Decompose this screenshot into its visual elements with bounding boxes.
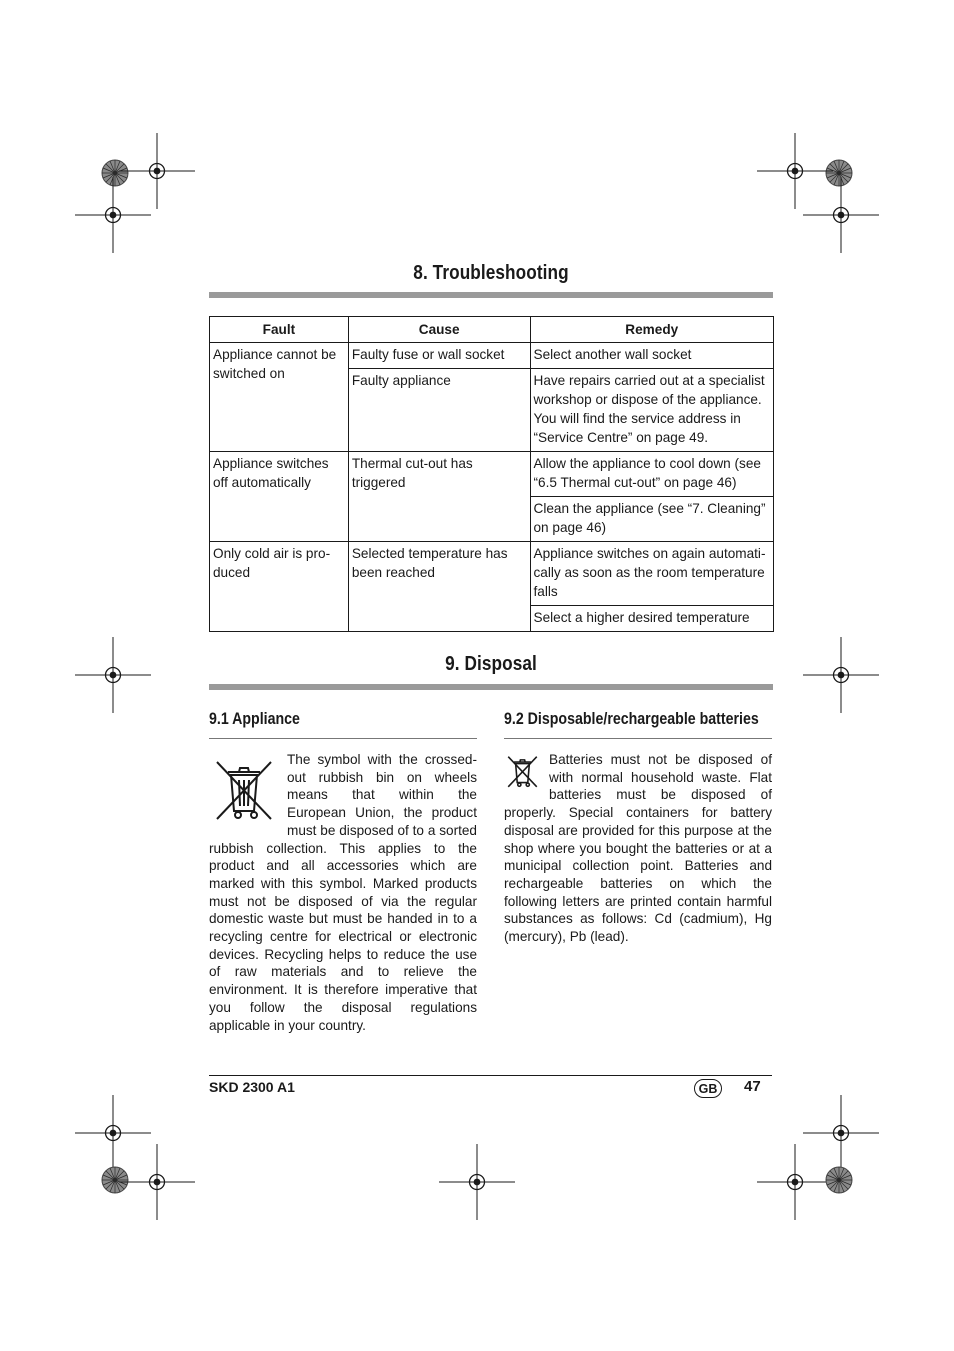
section-divider	[209, 684, 773, 690]
section-title-disposal: 9. Disposal	[445, 653, 537, 675]
registration-cross-icon	[803, 1095, 879, 1171]
column-header-fault: Fault	[210, 317, 349, 343]
troubleshooting-table	[209, 316, 774, 632]
registration-cross-icon	[757, 133, 833, 209]
registration-cross-icon	[75, 637, 151, 713]
batteries-disposal-text: Batteries must not be disposed of with normal household waste. Flat batteries must be disposed of properly. Special containers for battery disposal are provided for this purpose at the shop where you bought the batteries or at a municipal collection point. Batteries and rechargeable batteries on which the following letters are printed contain harmful substances as follows: Cd (cadmium), Hg (mercury), Pb (lead).	[504, 752, 772, 945]
footer-divider	[209, 1075, 772, 1076]
country-badge: GB	[694, 1079, 722, 1098]
subheading-appliance: 9.1 Appliance	[209, 710, 300, 728]
crossed-out-bin-icon	[504, 753, 541, 790]
cause-cell: Faulty appliance	[348, 369, 530, 452]
registration-cross-icon	[119, 133, 195, 209]
registration-cross-icon	[803, 637, 879, 713]
column-header-cause: Cause	[348, 317, 530, 343]
registration-cross-icon	[803, 177, 879, 253]
subheading-divider	[504, 738, 772, 739]
remedy-cell: Select another wall socket	[530, 343, 774, 369]
registration-star-icon	[102, 1167, 128, 1193]
registration-cross-icon	[75, 177, 151, 253]
remedy-cell: Clean the appliance (see “7. Cleaning” on page 46)	[530, 497, 774, 542]
remedy-cell: Have repairs carried out at a specialist workshop or dispose of the appliance. You will find the service address in “Service Centre” on page 49.	[530, 369, 774, 452]
page-number: 47	[744, 1078, 761, 1095]
registration-star-icon	[826, 1167, 852, 1193]
footer-model-number: SKD 2300 A1	[209, 1079, 295, 1095]
registration-cross-icon	[439, 1144, 515, 1220]
appliance-disposal-text-block	[209, 751, 477, 1034]
registration-cross-icon	[119, 1144, 195, 1220]
fault-cell: Appliance cannot be switched on	[210, 343, 349, 452]
registration-cross-icon	[75, 1095, 151, 1171]
registration-cross-icon	[757, 1144, 833, 1220]
crossed-out-bin-icon	[209, 755, 279, 825]
section-divider	[209, 292, 773, 298]
table-header-row	[210, 317, 774, 343]
fault-cell: Appliance switches off automatically	[210, 452, 349, 542]
cause-cell: Thermal cut-out has triggered	[348, 452, 530, 542]
registration-star-icon	[826, 160, 852, 186]
fault-cell: Only cold air is pro-duced	[210, 542, 349, 632]
remedy-cell: Allow the appliance to cool down (see “6.5 Thermal cut-out” on page 46)	[530, 452, 774, 497]
cause-cell: Selected temperature has been reached	[348, 542, 530, 632]
subheading-divider	[209, 738, 477, 739]
table-row	[210, 343, 774, 369]
batteries-disposal-text-block	[504, 751, 772, 946]
appliance-disposal-text: The symbol with the crossed-out rubbish bin on wheels means that within the European Union, the product must be disposed of to a sorted rubbish collection. This applies to the product and all accessories which are marked with this symbol. Marked products must not be disposed of via the regular domestic waste but must be handed in to a recycling centre for electrical or electronic devices. Recycling helps to reduce the use of raw materials and to relieve the environment. It is therefore imperative that you follow the disposal regulations applicable in your country.	[209, 752, 477, 1033]
subheading-batteries: 9.2 Disposable/rechargeable batteries	[504, 710, 759, 728]
table-row	[210, 542, 774, 606]
remedy-cell: Select a higher desired temperature	[530, 606, 774, 632]
section-title-troubleshooting: 8. Troubleshooting	[413, 262, 569, 284]
column-header-remedy: Remedy	[530, 317, 774, 343]
registration-star-icon	[102, 160, 128, 186]
remedy-cell: Appliance switches on again automati-cally as soon as the room temperature falls	[530, 542, 774, 606]
cause-cell: Faulty fuse or wall socket	[348, 343, 530, 369]
table-row	[210, 452, 774, 497]
